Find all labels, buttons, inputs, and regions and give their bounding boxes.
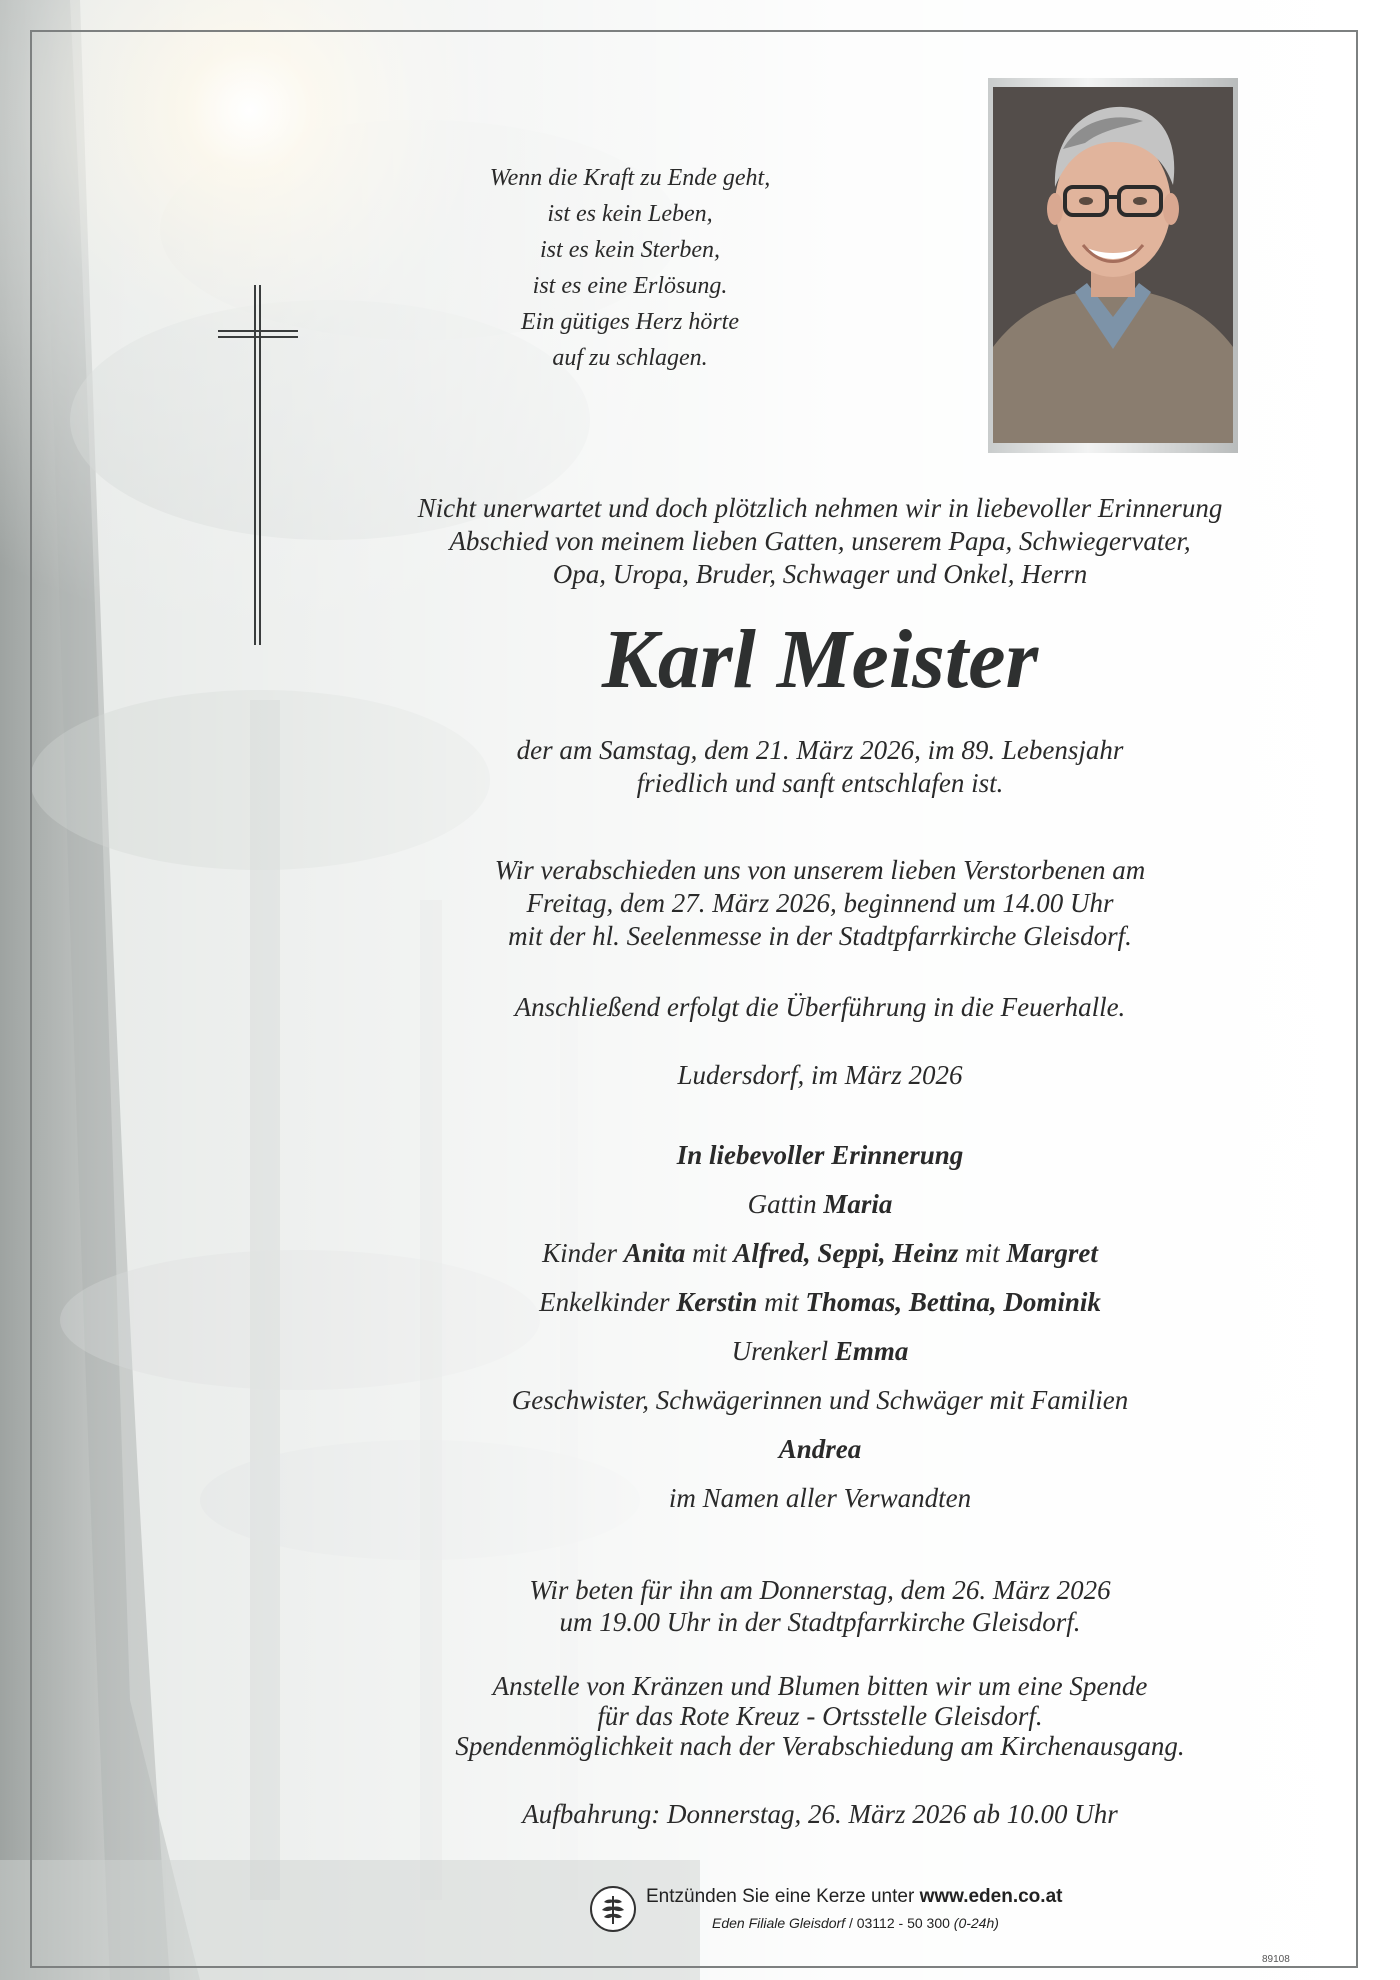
poem-line: ist es eine Erlösung.: [532, 273, 728, 299]
print-code: 89108: [1262, 1954, 1290, 1965]
deceased-name: Karl Meister: [601, 613, 1039, 706]
poem-line: Ein gütiges Herz hörte: [521, 309, 739, 335]
farewell-line: Freitag, dem 27. März 2026, beginnend um 14.00 Uhr: [526, 888, 1114, 918]
service-hours: (0-24h): [953, 1915, 999, 1931]
mourner-name: Thomas, Bettina, Dominik: [805, 1287, 1101, 1317]
poem-line: ist es kein Sterben,: [540, 237, 720, 263]
place-date: [300, 1059, 1340, 1092]
footer-contact-line: [712, 1914, 999, 1932]
connector-text: mit: [965, 1238, 1000, 1268]
intro-text: [300, 492, 1340, 591]
transfer-line: Anschließend erfolgt die Überführung in die Feuerhalle.: [514, 992, 1126, 1022]
mourner-children: [300, 1229, 1340, 1278]
transfer-note: [300, 991, 1340, 1024]
mourner-spouse: [300, 1180, 1340, 1229]
mourner-name: Anita: [623, 1238, 686, 1268]
prayer-line: um 19.00 Uhr in der Stadtpfarrkirche Gleisdorf.: [559, 1607, 1081, 1637]
portrait-photo: [993, 87, 1233, 443]
prayer-line: Wir beten für ihn am Donnerstag, dem 26. März 2026: [529, 1575, 1111, 1605]
intro-line: Nicht unerwartet und doch plötzlich nehmen wir in liebevoller Erinnerung: [417, 493, 1223, 523]
poem-line: Wenn die Kraft zu Ende geht,: [489, 165, 771, 191]
place-date-line: Ludersdorf, im März 2026: [677, 1060, 963, 1090]
mourner-name: Alfred, Seppi, Heinz: [733, 1238, 959, 1268]
relation-label: Gattin: [747, 1189, 817, 1219]
mourner-name: Margret: [1006, 1238, 1098, 1268]
poem-line: ist es kein Leben,: [547, 201, 713, 227]
death-notice-line: friedlich und sanft entschlafen ist.: [636, 768, 1004, 798]
memorial-poem: [440, 160, 820, 376]
mourner-name: Maria: [823, 1189, 893, 1219]
phone-number: / 03112 - 50 300: [848, 1915, 950, 1931]
footer-candle-line: [646, 1885, 1062, 1909]
connector-text: mit: [692, 1238, 727, 1268]
prayer-notice: [300, 1574, 1340, 1638]
mourner-great-grandchild: [300, 1327, 1340, 1376]
intro-line: Opa, Uropa, Bruder, Schwager und Onkel, Herrn: [552, 559, 1088, 589]
farewell-service: [300, 854, 1340, 953]
portrait-frame: [988, 78, 1238, 453]
death-notice-line: der am Samstag, dem 21. März 2026, im 89. Lebensjahr: [516, 735, 1124, 765]
death-notice: [300, 734, 1340, 800]
laying-out-notice: [300, 1798, 1340, 1830]
branch-name: Eden Filiale Gleisdorf: [712, 1915, 846, 1931]
connector-text: mit: [764, 1287, 799, 1317]
mourner-grandchildren: [300, 1278, 1340, 1327]
mourner-name: Emma: [834, 1336, 909, 1366]
mourner-name: Kerstin: [676, 1287, 758, 1317]
laying-out-line: Aufbahrung: Donnerstag, 26. März 2026 ab 10.00 Uhr: [522, 1799, 1118, 1829]
website-link[interactable]: www.eden.co.at: [919, 1886, 1063, 1907]
mourners-list: [300, 1131, 1340, 1523]
intro-line: Abschied von meinem lieben Gatten, unserem Papa, Schwiegervater,: [449, 526, 1191, 556]
farewell-line: Wir verabschieden uns von unserem lieben Verstorbenen am: [494, 855, 1146, 885]
donation-line: Anstelle von Kränzen und Blumen bitten wir um eine Spende: [492, 1671, 1148, 1701]
mourner-siblings: Geschwister, Schwägerinnen und Schwäger mit Familien: [511, 1385, 1129, 1415]
candle-text: Entzünden Sie eine Kerze unter: [646, 1886, 915, 1907]
mourners-heading: In liebevoller Erinnerung: [676, 1140, 964, 1170]
relation-label: Enkelkinder: [539, 1287, 670, 1317]
donation-line: Spendenmöglichkeit nach der Verabschiedung am Kirchenausgang.: [455, 1731, 1185, 1761]
relation-label: Kinder: [542, 1238, 618, 1268]
mourner-other: Andrea: [778, 1434, 862, 1464]
donation-line: für das Rote Kreuz - Ortsstelle Gleisdorf.: [597, 1701, 1043, 1731]
relation-label: Urenkerl: [731, 1336, 829, 1366]
mourners-closing: im Namen aller Verwandten: [668, 1483, 972, 1513]
poem-line: auf zu schlagen.: [552, 345, 708, 371]
tree-of-life-icon: [590, 1886, 636, 1932]
donation-notice: [300, 1671, 1340, 1761]
farewell-line: mit der hl. Seelenmesse in der Stadtpfarrkirche Gleisdorf.: [508, 921, 1132, 951]
